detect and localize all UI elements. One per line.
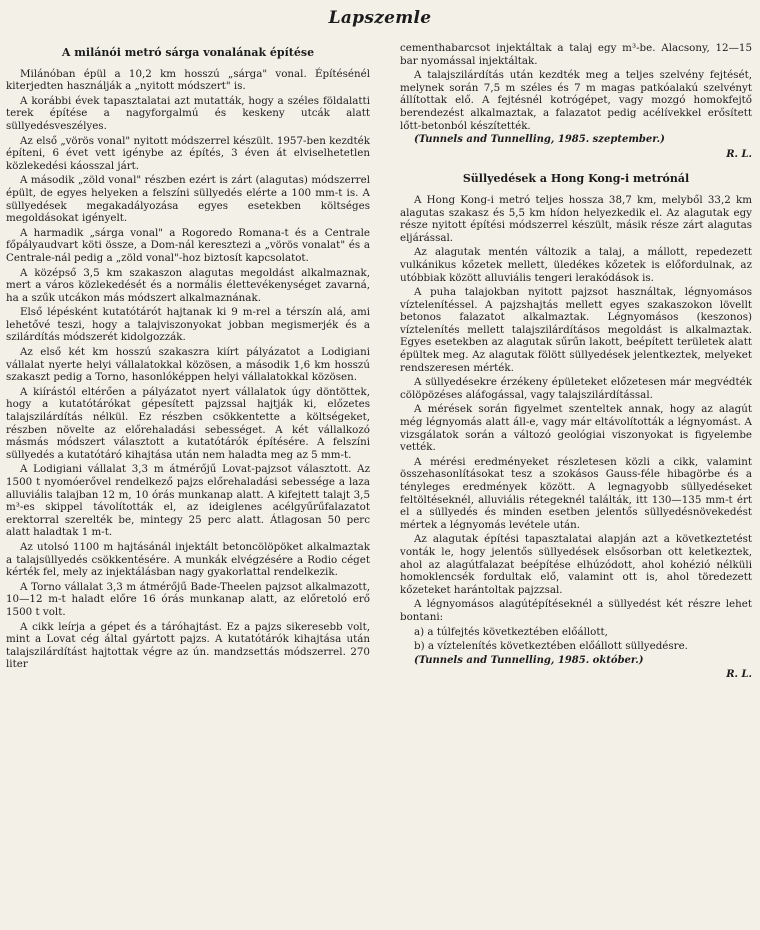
paragraph: A mérések során figyelmet szenteltek annak, hogy az alagút még légnyomás alatt áll-e, vagy már eltávolították a légnyomást. A vizsgálatok során a változó geológiai viszonyokat is figyelembe vették.: [400, 403, 752, 454]
list-item: a) a túlfejtés következtében előállott,: [414, 625, 608, 638]
paragraph: A harmadik „sárga vonal" a Rogoredo Romana-t és a Centrale főpályaudvart köti össze, a Dom-nál keresztezi a „vörös vonalat" és a Centrale-nál pedig a „zöld vonal"-hoz biztosít kapcsolatot.: [6, 226, 370, 264]
paragraph: Az alagutak építési tapasztalatai alapján azt a következtetést vonták le, hogy jelentős süllyedések elsősorban ott keletkeztek, ahol az alagútfalazat beépítése elhúzódott, ahol kohézió nélküli homoklencsék fordultak elő, valamint ott is, ahol töredezett kőzeteket harántoltak pajzzsal.: [400, 533, 752, 596]
paragraph-continuation: cementhabarcsot injektáltak a talaj egy m³-be. Alacsony, 12—15 bar nyomással injektáltak.: [400, 42, 752, 67]
article-source: (Tunnels and Tunnelling, 1985. október.): [414, 654, 644, 666]
paragraph: A süllyedésekre érzékeny épületeket előzetesen már megvédték cölöpözéses aláfogással, vagy talajszilárdítással.: [400, 376, 752, 401]
paragraph: Az első „vörös vonal" nyitott módszerrel készült. 1957-ben kezdték építeni, 6 évet vett igénybe az építés, 3 éven át elviselhetetlen közlekedési káosszal járt.: [6, 134, 370, 172]
paragraph: A korábbi évek tapasztalatai azt mutatták, hogy a széles földalatti terek építése a nagyforgalmú és keskeny utcák alatt süllyedésveszélyes.: [6, 94, 370, 132]
paragraph: A mérési eredményeket részletesen közli a cikk, valamint összehasonlításokat tesz a szokásos Gauss-féle hibagörbe és a tényleges eredmények között. A legnagyobb süllyedéseket feltöltéseknél, alluviális rétegeknél találták, itt 130—135 mm-t ért el a süllyedés és minden esetben jelentős süllyedésnövekedést mértek a légnyomás levétele után.: [400, 455, 752, 531]
paragraph: A puha talajokban nyitott pajzsot használtak, légnyomásos víztelenítéssel. A pajzshajtás mellett egyes szakaszokon lövellt betonos falazatot alkalmaztak. Légnyomásos (keszonos) víztelenítés mellett talajszilárdításos megoldást is alkalmaztak. Egyes esetekben az alagutak sűrűn lakott, beépített területek alatt épültek meg. Az alagutak fölött süllyedések jelentkeztek, melyeket rendszeresen mérték.: [400, 286, 752, 374]
paragraph: A második „zöld vonal" részben ezért is zárt (alagutas) módszerrel épült, de egyes helyeken a felszíni süllyedés elérte a 100 mm-t is. A süllyedések megakadályozása egyes esetekben költséges megoldásokat igényelt.: [6, 174, 370, 225]
paragraph: Az alagutak mentén változik a talaj, a mállott, repedezett vulkánikus kőzetek mellett, üledékes kőzetek is előfordulnak, az utóbbiak között alluviális tengeri lerakódások is.: [400, 246, 752, 284]
paragraph: Első lépésként kutatótárót hajtanak ki 9 m-rel a térszín alá, ami lehetővé teszi, hogy a talajviszonyokat jobban megismerjék és a szilárdítás módszerét kidolgozzák.: [6, 306, 370, 344]
paragraph: A kiírástól eltérően a pályázatot nyert vállalatok úgy döntöttek, hogy a kutatótárókat gépesített pajzssal hajtják ki, előzetes talajszilárdítás nélkül. Ez részben csökkentette a költségeket, részben növelte az előrehaladási sebességet. A két vállalkozó másmás módszert választott a kutatótárók építésére. A felszíni süllyedés a kutatótáró kihajtása után nem haladta meg az 5 mm-t.: [6, 385, 370, 461]
article-author: R. L.: [726, 148, 752, 160]
article-author: R. L.: [726, 669, 752, 681]
list-item: b) a víztelenítés következtében előállott süllyedésre.: [414, 640, 688, 653]
left-column: [6, 40, 370, 673]
paragraph: A légnyomásos alagútépítéseknél a süllyedést két részre lehet bontani:: [400, 598, 752, 623]
paragraph: A Torno vállalat 3,3 m átmérőjű Bade-Theelen pajzsot alkalmazott, 10—12 m-t haladt előre 16 órás munkanap alatt, az előretoló erő 1500 t volt.: [6, 580, 370, 618]
article-title: Süllyedések a Hong Kong-i metrónál: [462, 172, 690, 186]
paragraph: Az utolsó 1100 m hajtásánál injektált betoncölöpöket alkalmaztak a talajsüllyedés csökkentésére. A munkák elvégzésére a Rodio céget kérték fel, mely az injektálásban nagy gyakorlattal rendelkezik.: [6, 540, 370, 579]
right-column: [400, 42, 752, 692]
paragraph: Az első két km hosszú szakaszra kiírt pályázatot a Lodigiani vállalat nyerte helyi vállalatokkal közösen, a második 1,6 km hosszú szakaszt pedig a Torno, hasonlóképpen helyi vállalatokkal közösen.: [6, 346, 370, 384]
paragraph: A Lodigiani vállalat 3,3 m átmérőjű Lovat-pajzsot választott. Az 1500 t nyomóerővel rendelkező pajzs előrehaladási sebessége a laza alluviális talajban 12 m, 10 órás munkanap alatt. A kifejtett talajt 3,5 m³-es skippel távolították el, az ideiglenes acélgyűrűfalazatot erektorral szerelték be, mintegy 25 perc alatt. Átlagosan 50 perc alatt haladtak 1 m-t.: [6, 463, 370, 539]
paragraph: A középső 3,5 km szakaszon alagutas megoldást alkalmaznak, mert a város közlekedését és a normális élettevékenységet zavarná, ha a szűk utcákon más módszert alkalmaznának.: [6, 266, 370, 304]
article-title: A milánói metró sárga vonalának építése: [61, 46, 315, 59]
article-source: (Tunnels and Tunnelling, 1985. szeptember.): [414, 134, 665, 146]
paragraph: Milánóban épül a 10,2 km hosszú „sárga" vonal. Építésénél kiterjedten használják a „nyitott módszert" is.: [6, 67, 370, 93]
paragraph: A cikk leírja a gépet és a táróhajtást. Ez a pajzs sikeresebb volt, mint a Lovat cég által gyártott pajzs. A kutatótárók kihajtása után talajszilárdítást hajtottak végre az ún. mandzsettás módszerrel. 270 liter: [6, 620, 370, 671]
paragraph: A Hong Kong-i metró teljes hossza 38,7 km, melyből 33,2 km alagutas szakasz és 5,5 km hídon helyezkedik el. Az alagutak egy része nyitott építési módszerrel készült, másik része zárt alagutas eljárással.: [400, 193, 752, 244]
paragraph: A talajszilárdítás után kezdték meg a teljes szelvény fejtését, melynek során 7,5 m széles és 7 m magas patkóalakú szelvényt állítottak elő. A fejtésnél kotrógépet, vagy mozgó homokfejtő berendezést alkalmaztak, a falazatot pedig acélívekkel erősített lőtt-betonból készítették.: [400, 69, 752, 132]
page-title: Lapszemle: [328, 8, 432, 28]
